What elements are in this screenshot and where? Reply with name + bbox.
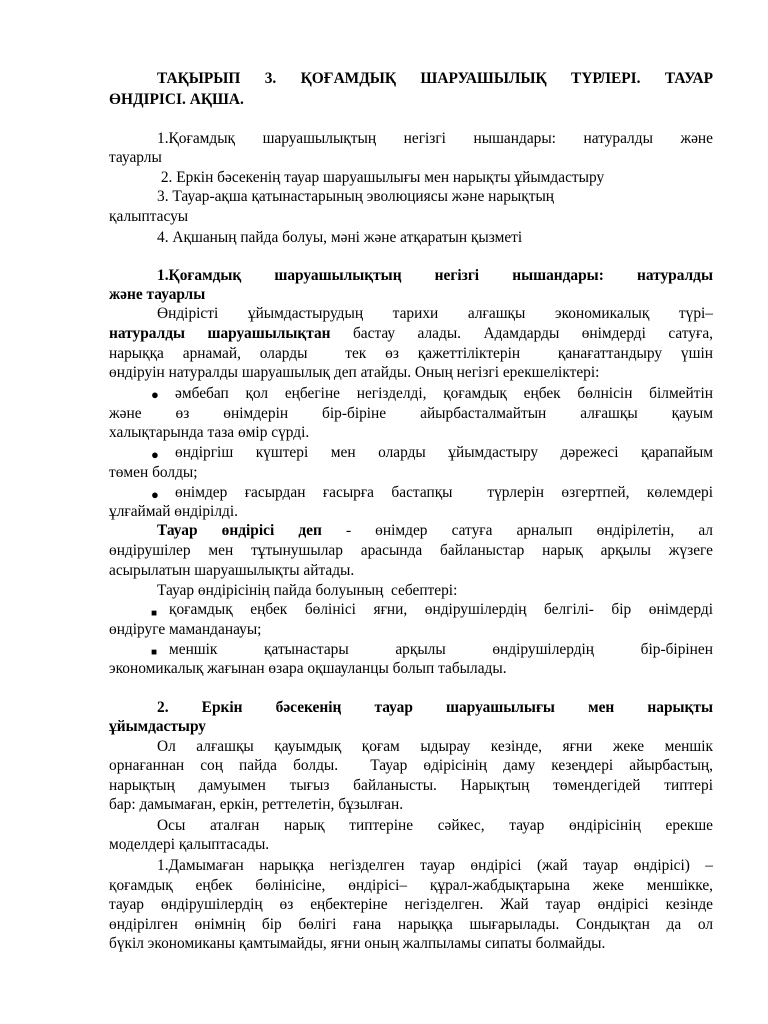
s1-p1-line-2-rest: бастау алады. Адамдарды өнімдерді сатуға, [330,325,713,342]
s1-p1-line-4: өндіруін натуралды шаруашылық деп атайды. Оның негізгі ерекшеліктері: [109,364,600,381]
s2-p3-line-4: өндірілген өнімнің бір бөлігі ғана нарыққа шығарылады. Сондықтан да ол [109,916,713,933]
s1-p1-line-3: нарыққа арнамай, оларды тек өз қажеттіліктерін қанағаттандыру үшін [109,345,713,362]
s1-p1-line-2 [109,324,713,343]
outline-item-4: 4. Ақшаның пайда болуы, мәні және атқаратын қызметі [157,229,523,246]
s1-p2-line-3: асырылатын шаруашылықты айтады. [109,562,355,579]
s2-p1-line-4: бар: дамымаған, еркін, реттелетін, бұзылған. [109,796,404,813]
section-2-heading-line-1: 2. Еркін бәсекенің тауар шаруашылығы мен нарықты [157,699,713,716]
outline-item-3-line-2: қалыптасуы [109,208,189,225]
s1-p2-line-2: өндірушілер мен тұтынушылар арасында байланыстар нарық арқылы жүзеге [109,542,713,559]
s2-p3-line-1: 1.Дамымаған нарыққа негізделген тауар өндірісі (жай тауар өндірісі) – [157,857,713,874]
document-title-line-2: ӨНДІРІСІ. АҚША. [109,91,244,108]
s2-p1-line-2: орнағаннан соң пайда болды. Тауар өдірісінің даму кезеңдері айырбастың, [109,757,713,774]
outline-item-1-line-1: 1.Қоғамдық шаруашылықтың негізгі нышандары: натуралды және [157,130,713,147]
s2-p2-line-1: Осы аталған нарық типтеріне сәйкес, тауар өндірісінің ерекше [157,817,713,834]
section-1-heading-line-2: және тауарлы [109,286,206,303]
section-2-heading-line-2: ұйымдастыру [109,718,207,735]
outline-item-3-line-1: 3. Тауар-ақша қатынастарының эволюциясы және нарықтың [157,188,555,205]
s1-bullet-1-line-1: әмбебап қол еңбегіне негізделді, қоғамдық еңбек бөлнісін білмейтін [175,385,713,402]
s1-square-2-line-2: экономикалық жағынан өзара оқшауланцы болып табылады. [109,660,507,677]
s1-bullet-1-line-2: және өз өнімдерін бір-біріне айырбасталмайтын алғашқы қауым [109,405,713,422]
s2-p3-line-3: тауар өндірушілердің өз еңбектеріне негізделген. Жай тауар өндірісі кезінде [109,896,713,913]
s1-square-2-line-1: меншік қатынастары арқылы өндірушілердің бір-бірінен [169,641,713,658]
s2-p1-line-3: нарықтың дамуымен тығыз байланысты. Нарықтың төмендегідей типтері [109,777,713,794]
s1-bullet-2-line-2: төмен болды; [109,464,198,481]
outline-item-1-line-2: тауарлы [109,149,162,166]
s2-p3-line-5: бүкіл экономиканы қамтымайды, яғни оның жалпыламы сипаты болмайды. [109,935,606,952]
s1-bullet-2-line-1: өндіргіш күштері мен оларды ұйымдастыру дәрежесі қарапайым [175,444,713,461]
outline-item-2: 2. Еркін бәсекенің тауар шаруашылығы мен нарықты ұйымдастыру [157,169,605,186]
s1-p2-line-1 [109,521,713,540]
square-bullet-icon: ■ [151,608,158,619]
s2-p1-line-1: Ол алғашқы қауымдық қоғам ыдырау кезінде, яғни жеке меншік [157,738,713,755]
bullet-icon: ● [151,487,159,502]
bullet-icon: ● [151,387,159,402]
s2-p2-line-2: моделдері қалыптасады. [109,836,270,853]
s2-p3-line-2: қоғамдық еңбек бөлінісіне, өндірісі– құрал-жабдықтарына жеке меншікке, [109,877,713,894]
s1-p1-line-1: Өндірісті ұйымдастырудың тарихи алғашқы экономикалық түрі– [157,305,713,322]
s1-bullet-3-line-1: өнімдер ғасырдан ғасырға бастапқы түрлерін өзгертпей, көлемдері [175,484,713,501]
natural-economy-term: натуралды шаруашылықтан [109,325,331,342]
s1-bullet-3-line-2: ұлғаймай өндірілді. [109,503,238,520]
bullet-icon: ● [151,447,159,462]
square-bullet-icon: ■ [151,647,158,658]
document-title-line-1: ТАҚЫРЫП 3. ҚОҒАМДЫҚ ШАРУАШЫЛЫҚ ТҮРЛЕРІ. ТАУАР [157,70,713,87]
s1-p3: Тауар өндірісінің пайда болуының себептері: [157,582,458,599]
commodity-production-term: Тауар өндірісі деп [157,522,322,539]
s1-square-1-line-1: қоғамдық еңбек бөлінісі яғни, өндірушілердің белгілі- бір өнімдерді [169,601,713,618]
s1-bullet-1-line-3: халықтарында таза өмір сүрді. [109,424,310,441]
section-1-heading-line-1: 1.Қоғамдық шаруашылықтың негізгі нышандары: натуралды [157,267,713,284]
s1-p2-line-1-rest: - өнімдер сатуға арналып өндірілетін, ал [321,522,713,539]
s1-square-1-line-2: өндіруге маманданауы; [109,621,262,638]
